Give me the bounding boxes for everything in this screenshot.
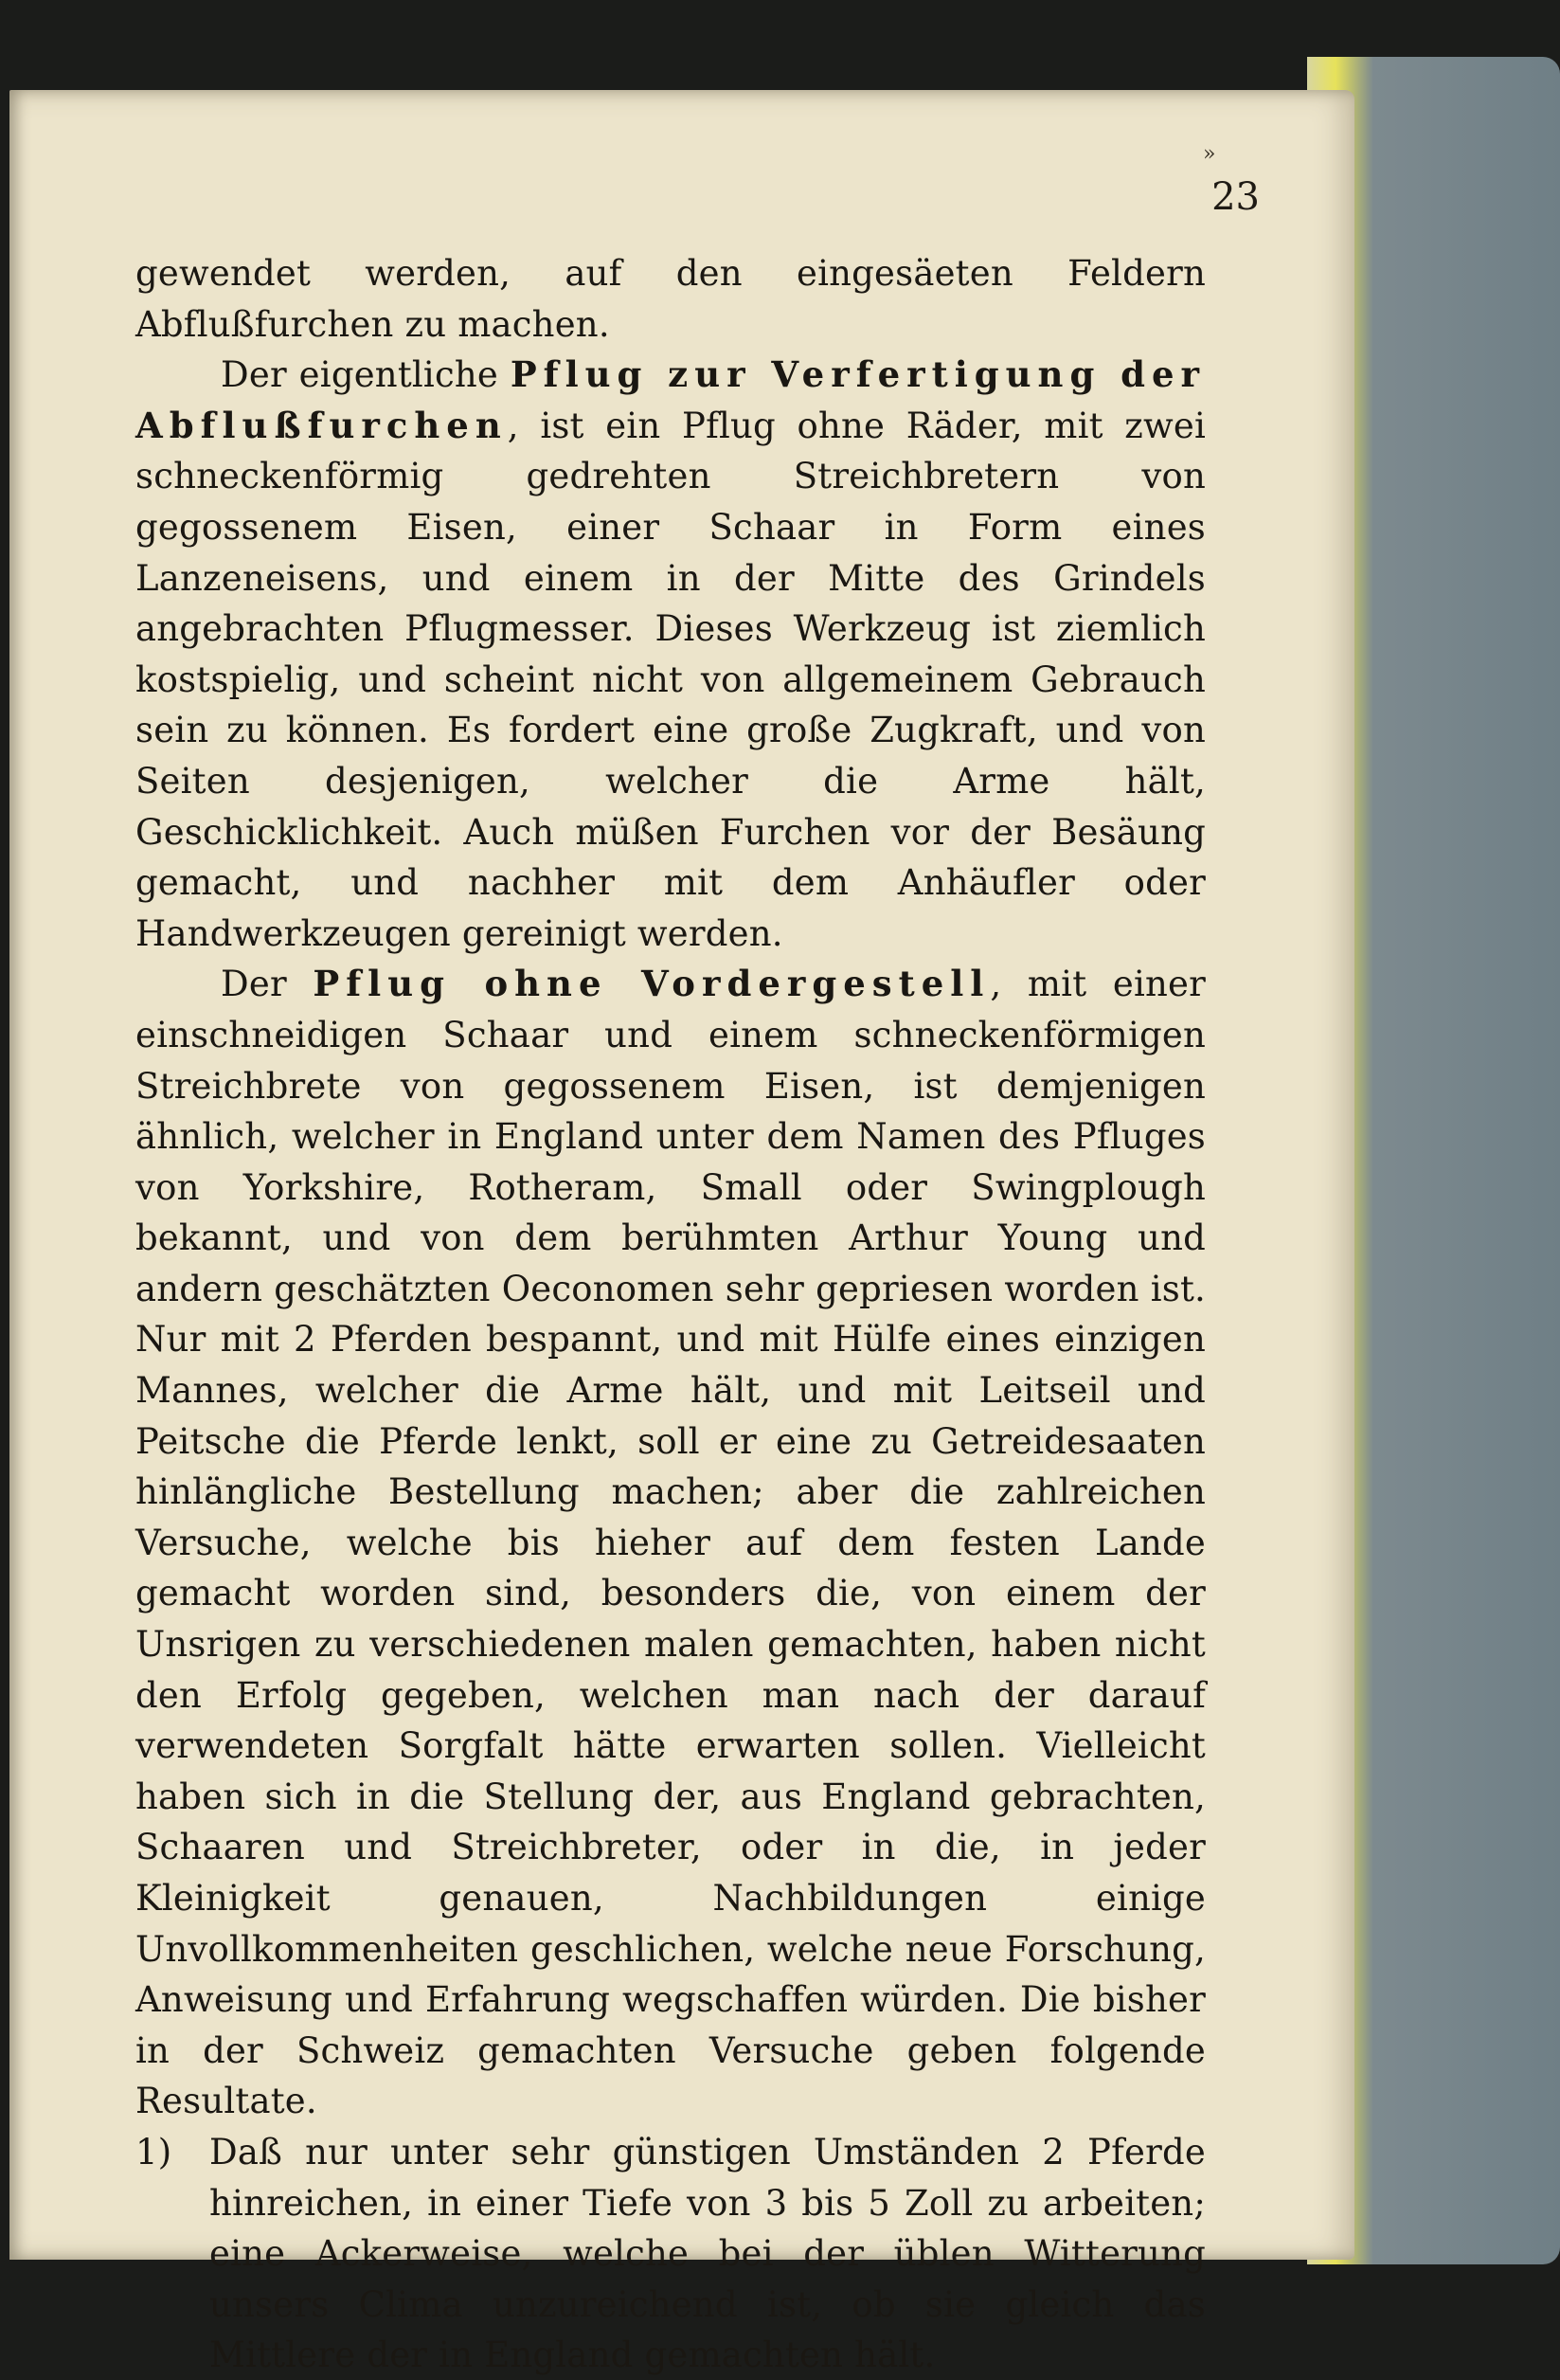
body-text — [135, 248, 1206, 2380]
paragraph-continuation: gewendet werden, auf den eingesäeten Feldern Abflußfurchen zu machen. — [135, 253, 1206, 345]
paragraph-body: , mit einer einschneidigen Schaar und einem schneckenförmigen Streichbrete von gegossenem Eisen, ist demjenigen ähnlich, welcher in England unter dem Namen des Pfluges von Yorkshire, Rotheram, Small oder Swingplough bekannt, und von dem berühmten Arthur Young und andern geschätzten Oeconomen sehr gepriesen worden ist. Nur mit 2 Pferden bespannt, und mit Hülfe eines einzigen Mannes, welcher die Arme hält, und mit Leitseil und Peitsche die Pferde lenkt, soll er eine zu Getreidesaaten hinlängliche Bestellung machen; aber die zahlreichen Versuche, welche bis hieher auf dem festen Lande gemacht worden sind, besonders die, von einem der Unsrigen zu verschiedenen malen gemachten, haben nicht den Erfolg gegeben, welchen man nach der darauf verwendeten Sorgfalt hätte erwarten sollen. Vielleicht haben sich in die Stellung der, aus England gebrachten, Schaaren und Streichbreter, oder in die, in jeder Kleinigkeit genauen, Nachbildungen einige Unvollkommenheiten geschlichen, welche neue Forschung, Anweisung und Erfahrung wegschaffen würden. Die bisher in der Schweiz gemachten Versuche geben folgende Resultate. — [135, 964, 1206, 2122]
list-number: 1) — [135, 2131, 172, 2173]
list-item-text: Daß nur unter sehr günstigen Umständen 2 Pferde hinreichen, in einer Tiefe von 3 bis 5 Zoll zu arbeiten; eine Ackerweise, welche bei der üblen Witterung unsers Clima unzureichend ist, ob sie gleich das Mittlere der in England gemachten hält. — [209, 2131, 1206, 2376]
paragraph-lead: Der eigentliche — [221, 354, 511, 396]
emphasized-term: Pflug zur Verfertigung der Abflußfurchen — [135, 353, 1206, 446]
page-number: 23 — [1211, 175, 1260, 219]
folio-mark: » — [1203, 142, 1216, 166]
emphasized-term: Pflug ohne Vordergestell — [313, 963, 991, 1005]
paragraph-body: , ist ein Pflug ohne Räder, mit zwei schneckenförmig gedrehten Streichbretern von gegossenem Eisen, einer Schaar in Form eines Lanzeneisens, und einem in der Mitte des Grindels angebrachten Pflugmesser. Dieses Werkzeug ist ziemlich kostspielig, und scheint nicht von allgemeinem Gebrauch sein zu können. Es fordert eine große Zugkraft, und von Seiten desjenigen, welcher die Arme hält, Geschicklichkeit. Auch müßen Furchen vor der Besäung gemacht, und nachher mit dem Anhäufler oder Handwerkzeugen gereinigt werden. — [135, 405, 1206, 954]
paragraph-swing-plough — [135, 959, 1206, 2127]
list-item — [135, 2127, 1206, 2380]
paragraph-lead: Der — [221, 964, 314, 1005]
paragraph-drainage-plough — [135, 350, 1206, 959]
